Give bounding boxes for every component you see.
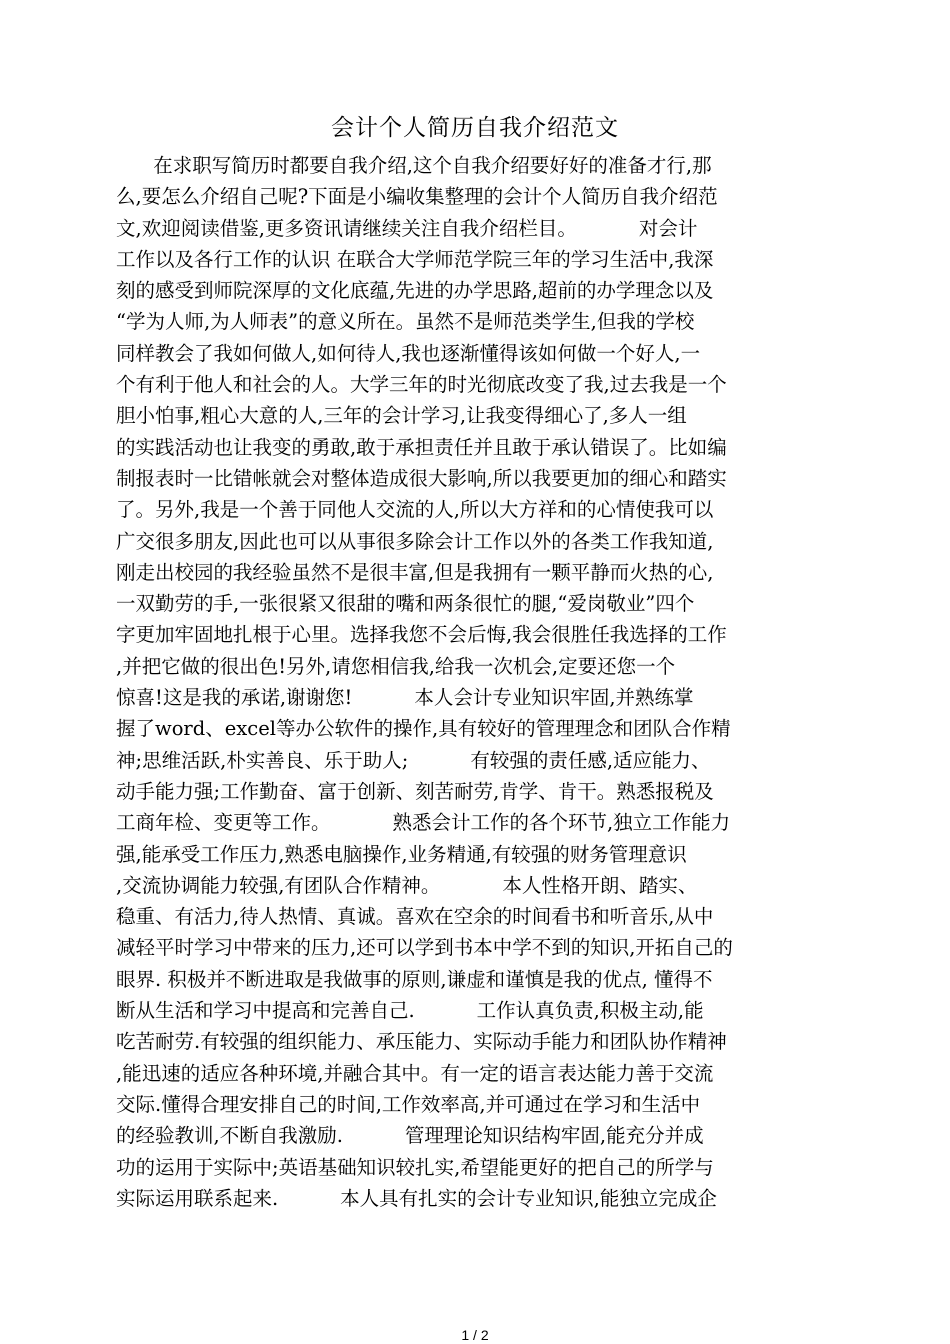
body-line: 个有利于他人和社会的人。大学三年的时光彻底改变了我,过去我是一个 xyxy=(116,373,727,397)
body-line: 强,能承受工作压力,熟悉电脑操作,业务精通,有较强的财务管理意识 xyxy=(116,842,687,866)
body-line: 的实践活动也让我变的勇敢,敢于承担责任并且敢于承认错误了。比如编 xyxy=(116,435,727,459)
body-line: 稳重、有活力,待人热情、真诚。喜欢在空余的时间看书和听音乐,从中 xyxy=(116,905,714,929)
body-line: 文,欢迎阅读借鉴,更多资讯请继续关注自我介绍栏目。 对会计 xyxy=(116,216,698,240)
body-line: 字更加牢固地扎根于心里。选择我您不会后悔,我会很胜任我选择的工作 xyxy=(116,623,727,647)
body-line: 功的运用于实际中;英语基础知识较扎实,希望能更好的把自己的所学与 xyxy=(116,1155,714,1179)
body-line: 的经验教训,不断自我激励. 管理理论知识结构牢固,能充分并成 xyxy=(116,1124,704,1148)
body-line: 一双勤劳的手,一张很紧又很甜的嘴和两条很忙的腿,“爱岗敬业”四个 xyxy=(116,592,695,616)
body-line: 动手能力强;工作勤奋、富于创新、刻苦耐劳,肯学、肯干。熟悉报税及 xyxy=(116,779,714,803)
body-line: 刻的感受到师院深厚的文化底蕴,先进的办学思路,超前的办学理念以及 xyxy=(116,279,714,303)
document-body xyxy=(116,150,836,1214)
body-line: 断从生活和学习中提高和完善自己. 工作认真负责,积极主动,能 xyxy=(116,999,704,1023)
body-line: 在求职写简历时都要自我介绍,这个自我介绍要好好的准备才行,那 xyxy=(116,154,712,177)
body-line: 广交很多朋友,因此也可以从事很多除会计工作以外的各类工作我知道, xyxy=(116,529,714,553)
body-line: 神;思维活跃,朴实善良、乐于助人; 有较强的责任感,适应能力、 xyxy=(116,748,711,772)
body-line: 实际运用联系起来. 本人具有扎实的会计专业知识,能独立完成企 xyxy=(116,1186,717,1210)
body-line: 眼界. 积极并不断进取是我做事的原则,谦虚和谨慎是我的优点, 懂得不 xyxy=(116,967,713,991)
body-line: 同样教会了我如何做人,如何待人,我也逐渐懂得该如何做一个好人,一 xyxy=(116,341,701,365)
body-line: 工商年检、变更等工作。 熟悉会计工作的各个环节,独立工作能力 xyxy=(116,811,731,835)
body-line: 刚走出校园的我经验虽然不是很丰富,但是我拥有一颗平静而火热的心, xyxy=(116,560,714,584)
body-line: 了。另外,我是一个善于同他人交流的人,所以大方祥和的心情使我可以 xyxy=(116,498,714,522)
body-line: ,交流协调能力较强,有团队合作精神。 本人性格开朗、踏实、 xyxy=(116,873,698,897)
document-title: 会计个人简历自我介绍范文 xyxy=(331,115,619,141)
body-line: ,能迅速的适应各种环境,并融合其中。有一定的语言表达能力善于交流 xyxy=(116,1061,714,1085)
body-line: 握了word、excel等办公软件的操作,具有较好的管理理念和团队合作精 xyxy=(116,717,731,741)
body-line: 胆小怕事,粗心大意的人,三年的会计学习,让我变得细心了,多人一组 xyxy=(116,404,687,428)
body-line: 交际.懂得合理安排自己的时间,工作效率高,并可通过在学习和生活中 xyxy=(116,1092,701,1116)
page-number: 1 / 2 xyxy=(461,1327,489,1343)
body-line: 吃苦耐劳.有较强的组织能力、承压能力、实际动手能力和团队协作精神 xyxy=(116,1030,727,1054)
body-line: 么,要怎么介绍自己呢?下面是小编收集整理的会计个人简历自我介绍范 xyxy=(116,185,718,209)
body-line: ,并把它做的很出色!另外,请您相信我,给我一次机会,定要还您一个 xyxy=(116,654,676,678)
body-line: 减轻平时学习中带来的压力,还可以学到书本中学不到的知识,开拓自己的 xyxy=(116,936,733,960)
body-line: 制报表时一比错帐就会对整体造成很大影响,所以我要更加的细心和踏实 xyxy=(116,466,727,490)
body-line: 工作以及各行工作的认识 在联合大学师范学院三年的学习生活中,我深 xyxy=(116,247,714,271)
body-line: 惊喜!这是我的承诺,谢谢您! 本人会计专业知识牢固,并熟练掌 xyxy=(116,686,694,710)
body-line: “学为人师,为人师表”的意义所在。虽然不是师范类学生,但我的学校 xyxy=(116,310,695,334)
